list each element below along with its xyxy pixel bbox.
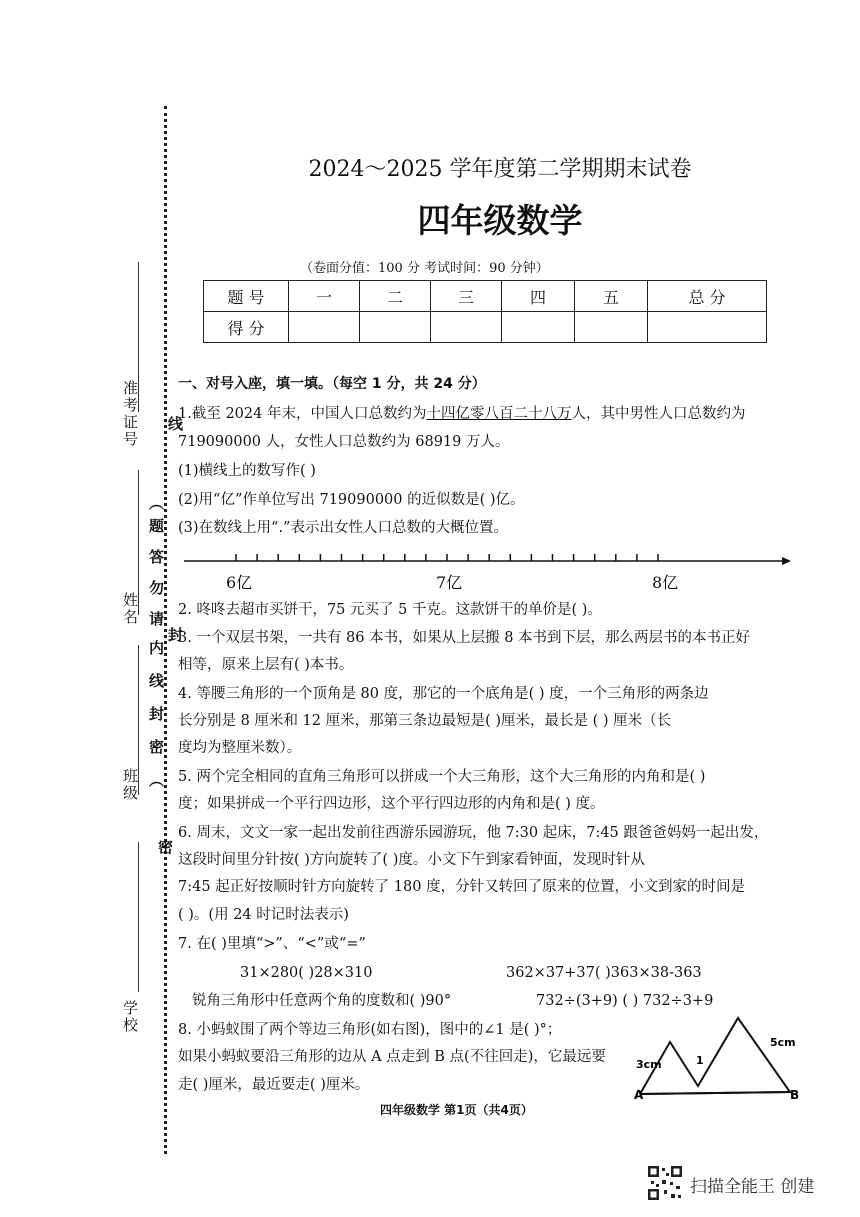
seal-word-xian-top: 线 [168, 415, 184, 433]
score-cell[interactable] [431, 312, 502, 343]
score-table-score-row [204, 312, 767, 343]
question-5-line-1: 5. 两个完全相同的直角三角形可以拼成一个大三角形，这个大三角形的内角和是( ) [178, 769, 706, 785]
page-footer: 四年级数学 第1页（共4页） [380, 1103, 533, 1117]
figure-label-3cm: 3cm [636, 1058, 662, 1071]
score-col-2: 二 [360, 281, 431, 312]
number-line[interactable] [182, 548, 792, 588]
question-7-intro: 7. 在( )里填“>”、“<”或“=” [178, 936, 366, 952]
triangles-figure [632, 1012, 800, 1102]
triangle-base [640, 1092, 790, 1094]
question-7-c: 锐角三角形中任意两个角的度数和( )90° [192, 993, 452, 1009]
figure-label-5cm: 5cm [770, 1036, 796, 1049]
question-8-line-3: 走( )厘米，最近要走( )厘米。 [178, 1077, 370, 1093]
question-1-3: (3)在数线上用“.”表示出女性人口总数的大概位置。 [178, 520, 508, 536]
score-header-label: 题 号 [204, 281, 289, 312]
figure-label-angle: 1 [696, 1054, 704, 1067]
seal-word-feng-top: 封 [168, 626, 184, 644]
warning-open-paren: （ [147, 495, 165, 512]
school-underline [138, 842, 139, 992]
question-1-2: (2)用“亿”作单位写出 719090000 的近似数是( )亿。 [178, 492, 525, 508]
number-line-label-8: 8亿 [652, 573, 679, 592]
number-line-label-6: 6亿 [226, 573, 253, 592]
seal-word-3: 封 [147, 706, 165, 739]
warning-word-2: 答 [147, 549, 165, 580]
question-8-line-1: 8. 小蚂蚁围了两个等边三角形(如右图)，图中的∠1 是( )°； [178, 1022, 562, 1038]
question-4-line-2: 长分别是 8 厘米和 12 厘米，那第三条边最短是( )厘米，最长是 ( ) 厘米（长 [178, 713, 672, 729]
question-7-a: 31×280( )28×310 [240, 965, 373, 981]
exam-meta: （卷面分值：100 分 考试时间：90 分钟） [300, 261, 549, 276]
question-6-line-2: 这段时间里分针按( )方向旋转了( )度。小文下午到家看钟面，发现时针从 [178, 852, 645, 868]
question-3-line-1: 3. 一个双层书架，一共有 86 本书，如果从上层搬 8 本书到下层，那么两层书的本书正好 [178, 630, 751, 646]
subject-title: 四年级数学 [417, 201, 583, 240]
seal-word-5: （ [147, 772, 165, 805]
question-6-line-1: 6. 周末，文文一家一起出发前往西游乐园游玩，他 7:30 起床，7:45 跟爸爸妈妈一起出发， [178, 825, 769, 841]
score-cell[interactable] [289, 312, 360, 343]
question-1-1: (1)横线上的数写作( ) [178, 463, 316, 479]
score-cell[interactable] [360, 312, 431, 343]
score-col-4: 四 [502, 281, 575, 312]
question-1-line-2: 719090000 人，女性人口总数约为 68919 万人。 [178, 434, 510, 450]
figure-label-a: A [634, 1088, 644, 1102]
class-label: 班级 [121, 768, 139, 802]
qr-code-icon [646, 1164, 684, 1202]
figure-label-b: B [790, 1088, 800, 1102]
seal-word-1: 内 [147, 640, 165, 673]
number-line-ticks [236, 554, 658, 561]
seal-word-4: 密 [147, 739, 165, 772]
score-cell-total[interactable] [648, 312, 767, 343]
warning-text [146, 518, 167, 642]
scanner-watermark: 扫描全能王 创建 [690, 1177, 815, 1197]
question-6-line-4: ( )。(用 24 时记时法表示) [178, 907, 349, 923]
score-col-3: 三 [431, 281, 502, 312]
section1-heading: 一、对号入座，填一填。（每空 1 分，共 24 分） [178, 376, 486, 392]
score-cell[interactable] [502, 312, 575, 343]
q1-underlined-number: 十四亿零八百二十八万 [426, 406, 572, 422]
question-5-line-2: 度；如果拼成一个平行四边形，这个平行四边形的内角和是( ) 度。 [178, 796, 605, 812]
seal-word-mi-bottom: 密 [158, 838, 174, 856]
question-1-line-1 [178, 404, 745, 424]
question-8-line-2: 如果小蚂蚁要沿三角形的边从 A 点走到 B 点(不往回走)，它最远要 [178, 1049, 606, 1065]
exam-title: 2024～2025 学年度第二学期期末试卷 [308, 157, 692, 182]
warning-word-3: 勿 [147, 580, 165, 611]
q1-text-b: 人，其中男性人口总数约为 [571, 406, 746, 422]
score-col-5: 五 [575, 281, 648, 312]
score-cell[interactable] [575, 312, 648, 343]
seal-text [146, 640, 167, 805]
q1-text-a: 1.截至 2024 年末，中国人口总数约为 [178, 406, 427, 422]
question-7-b: 362×37+37( )363×38-363 [506, 965, 702, 981]
question-7-d: 732÷(3+9) ( ) 732÷3+9 [536, 993, 714, 1009]
question-2: 2. 咚咚去超市买饼干，75 元买了 5 千克。这款饼干的单价是( )。 [178, 602, 602, 618]
score-table [203, 280, 767, 343]
number-line-arrow-icon [782, 557, 791, 565]
question-4-line-3: 度均为整厘米数）。 [178, 740, 302, 756]
number-line-label-7: 7亿 [436, 573, 463, 592]
triangle-outline [640, 1018, 790, 1094]
score-col-1: 一 [289, 281, 360, 312]
seal-word-2: 线 [147, 673, 165, 706]
question-3-line-2: 相等，原来上层有( )本书。 [178, 657, 354, 673]
score-row-label: 得 分 [204, 312, 289, 343]
warning-word-1: 题 [147, 518, 165, 549]
question-6-line-3: 7:45 起正好按顺时针方向旋转了 180 度，分针又转回了原来的位置，小文到家的时间是 [178, 879, 746, 895]
score-col-total: 总 分 [648, 281, 767, 312]
score-table-header-row [204, 281, 767, 312]
school-label: 学校 [121, 1000, 139, 1034]
exam-id-label: 准考证号 [121, 380, 139, 448]
warning-word-4: 请 [147, 611, 165, 642]
name-label: 姓名 [121, 592, 139, 626]
question-4-line-1: 4. 等腰三角形的一个顶角是 80 度，那它的一个底角是( ) 度，一个三角形的两条边 [178, 686, 709, 702]
